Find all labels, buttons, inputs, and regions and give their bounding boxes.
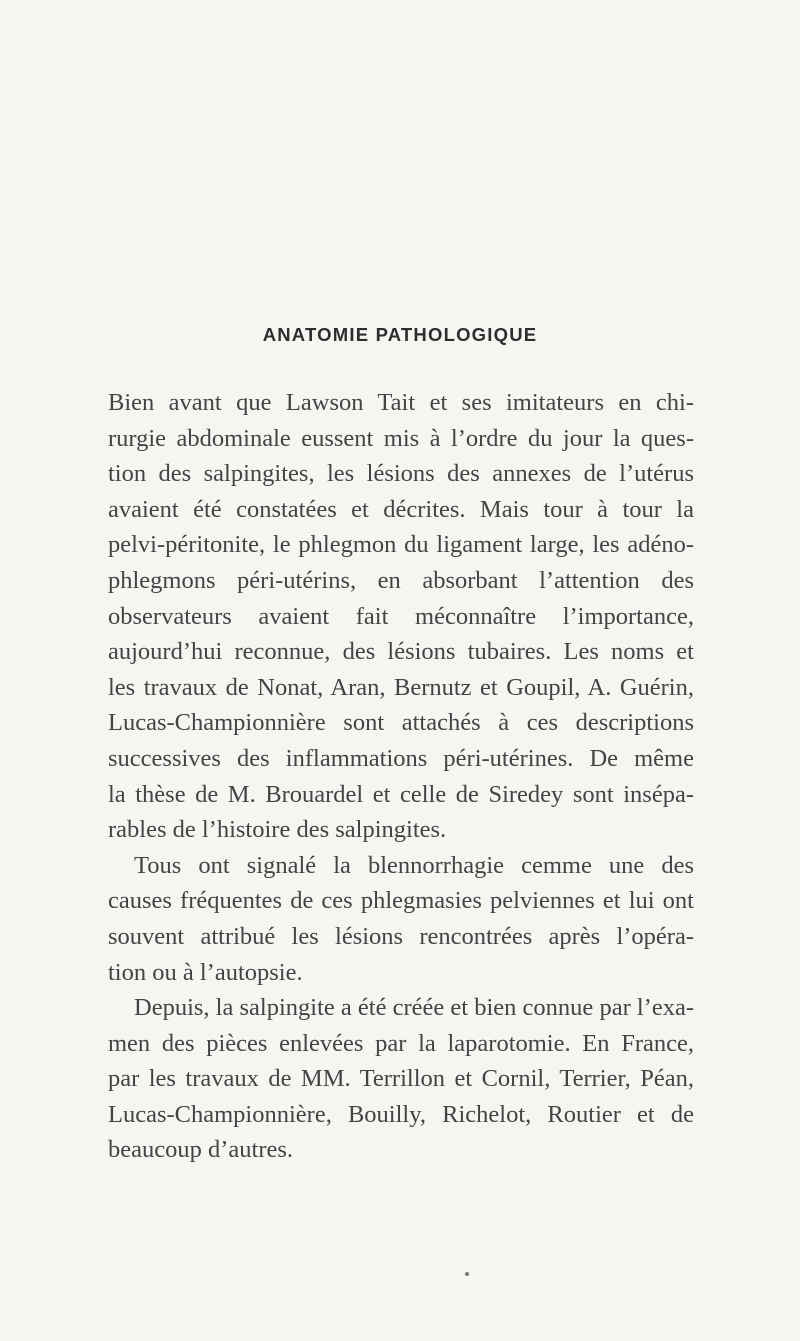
text-line-13: rables de l’histoire des salpingites. xyxy=(108,816,447,844)
text-line-1: Bien avant que Lawson Tait et ses imitateurs en chi- xyxy=(108,389,694,416)
text-line-10: Lucas-Championnière sont attachés à ces descriptions xyxy=(108,709,694,737)
text-line-16: souvent attribué les lésions rencontrées après l’opéra- xyxy=(108,922,694,950)
text-line-22: beaucoup d’autres. xyxy=(108,1136,294,1164)
text-line-2: rurgie abdominale eussent mis à l’ordre du jour la ques- xyxy=(108,424,694,452)
text-line-3: tion des salpingites, les lésions des annexes de l’utérus xyxy=(108,460,694,488)
text-line-21: Lucas-Championnière, Bouilly, Richelot, Routier et de xyxy=(108,1100,694,1128)
text-line-11: successives des inflammations péri-utérines. De même xyxy=(108,744,694,772)
text-line-7: observateurs avaient fait méconnaître l’importance, xyxy=(108,602,694,630)
text-line-15: causes fréquentes de ces phlegmasies pelviennes et lui ont xyxy=(108,887,694,915)
text-line-5: pelvi-péritonite, le phlegmon du ligament large, les adéno- xyxy=(108,531,694,559)
text-line-17: tion ou à l’autopsie. xyxy=(108,958,303,986)
text-line-18: Depuis, la salpingite a été créée et bien connue par l’exa- xyxy=(134,994,694,1022)
text-line-4: avaient été constatées et décrites. Mais tour à tour la xyxy=(108,495,694,523)
text-line-8: aujourd’hui reconnue, des lésions tubaires. Les noms et xyxy=(108,638,694,666)
page-heading: ANATOMIE PATHOLOGIQUE xyxy=(262,324,538,345)
text-line-20: par les travaux de MM. Terrillon et Cornil, Terrier, Péan, xyxy=(108,1065,694,1093)
text-line-9: les travaux de Nonat, Aran, Bernutz et Goupil, A. Guérin, xyxy=(108,673,694,701)
text-line-14: Tous ont signalé la blennorrhagie cemme une des xyxy=(134,851,694,879)
text-line-19: men des pièces enlevées par la laparotomie. En France, xyxy=(108,1029,694,1057)
body-text xyxy=(108,385,694,1168)
text-line-12: la thèse de M. Brouardel et celle de Siredey sont insépa- xyxy=(108,780,694,808)
text-line-6: phlegmons péri-utérins, en absorbant l’attention des xyxy=(108,566,694,594)
ink-speck xyxy=(465,1272,469,1276)
